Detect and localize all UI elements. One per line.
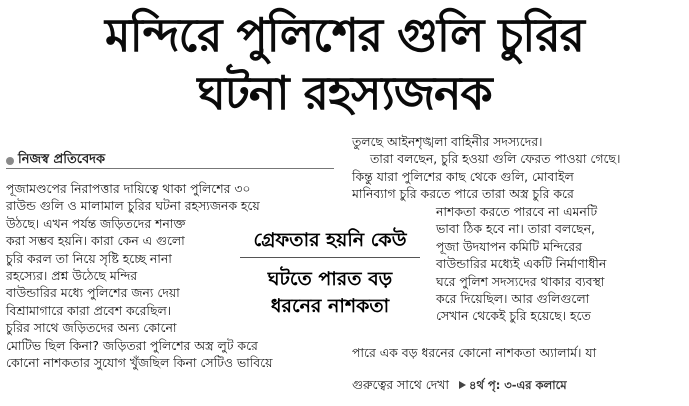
text-line: ঘরে পুলিশ সদস্যদের থাকার ব্যবস্থা: [436, 273, 605, 289]
text-line: রাউন্ড গুলি ও মালামাল চুরির ঘটনা রহস্যজনক হয়ে: [6, 198, 260, 214]
text-line: চুরির সাথে জড়িতদের অন্য কোনো: [6, 320, 177, 336]
text-line: বাউন্ডারির মধ্যেই একটি নির্মাণাধীন: [436, 256, 607, 272]
text-line: উঠছে। এখন পর্যন্ত জড়িতদের শনাক্ত: [6, 215, 186, 231]
text-line: বিশ্রামাগারে কারা প্রবেশ করেছিল।: [6, 302, 172, 318]
article-footer: [352, 376, 682, 394]
continuation-arrow-icon: [459, 381, 466, 389]
continuation-text: ৪র্থ পৃ: ৩-এর কলামে: [468, 378, 567, 392]
text-line: পূজামণ্ডপের নিরাপত্তার দায়িত্বে থাকা পুলিশের ৩০: [6, 181, 251, 196]
article-column-right-end: [352, 344, 682, 361]
pull-quote-2-line-2: ধরনের নাশকতা: [270, 295, 390, 317]
text-line: মোটিভ ছিল কিনা? জড়িতরা পুলিশের অস্ত্র লুট করে: [6, 337, 258, 353]
article-column-right-bottom: [436, 203, 682, 325]
text-line: পারে এক বড় ধরনের কোনো নাশকতা অ্যালার্ম। যা: [352, 345, 597, 360]
headline-line-1: মন্দিরে পুলিশের গুলি চুরির: [105, 8, 584, 62]
text-line: রহস্যের। প্রশ্ন উঠেছে মন্দির: [6, 268, 138, 284]
pull-quote-1: গ্রেফতার হয়নি কেউ: [253, 229, 407, 251]
text-line: তুলছে আইনশৃঙ্খলা বাহিনীর সদস্যদের।: [352, 134, 543, 149]
text-line: চুরি করল তা নিয়ে সৃষ্টি হচ্ছে নানা: [6, 250, 172, 266]
headline-line-2: ঘটনা রহস্যজনক: [197, 66, 492, 120]
byline-divider: [6, 168, 334, 169]
text-line: পূজা উদযাপন কমিটি মন্দিরের: [436, 238, 582, 254]
text-line: কোনো নাশকতার সুযোগ খুঁজছিল কিনা সেটিও ভাবিয়ে: [6, 355, 273, 371]
footer-text: গুরুত্বের সাথে দেখা: [352, 377, 450, 392]
bullet-icon: [6, 157, 14, 165]
continuation-note: [459, 378, 567, 392]
pull-quote-divider: [240, 257, 420, 258]
text-line: সেখান থেকেই চুরি হয়েছে। হতে: [436, 308, 591, 324]
pull-quote-2-line-1: ঘটতে পারত বড়: [267, 268, 393, 290]
text-line: ভাবা ঠিক হবে না। তারা বলছেন,: [436, 221, 595, 237]
text-line: মানিব্যাগ চুরি করতে পারে তারা অস্ত্র চুরি করে: [352, 186, 574, 202]
headline: [0, 6, 689, 122]
text-line: করা সম্ভব হয়নি। কারা কেন এ গুলো: [6, 233, 185, 249]
text-line: বাউন্ডারির মধ্যে পুলিশের জন্য দেয়া: [6, 285, 180, 301]
text-line: করে দিয়েছিল। আর গুলিগুলো: [436, 291, 590, 307]
pull-quote-2: [240, 266, 420, 320]
text-line: নাশকতা করতে পারবে না এমনটি: [436, 204, 598, 219]
article-column-right-top: [352, 133, 682, 203]
byline-text: নিজস্ব প্রতিবেদক: [18, 152, 106, 167]
text-line: তারা বলছেন, চুরি হওয়া গুলি ফেরত পাওয়া গেছে।: [370, 151, 621, 167]
text-line: কিন্তু যারা পুলিশের কাছ থেকে গুলি, মোবাইল: [352, 168, 574, 184]
